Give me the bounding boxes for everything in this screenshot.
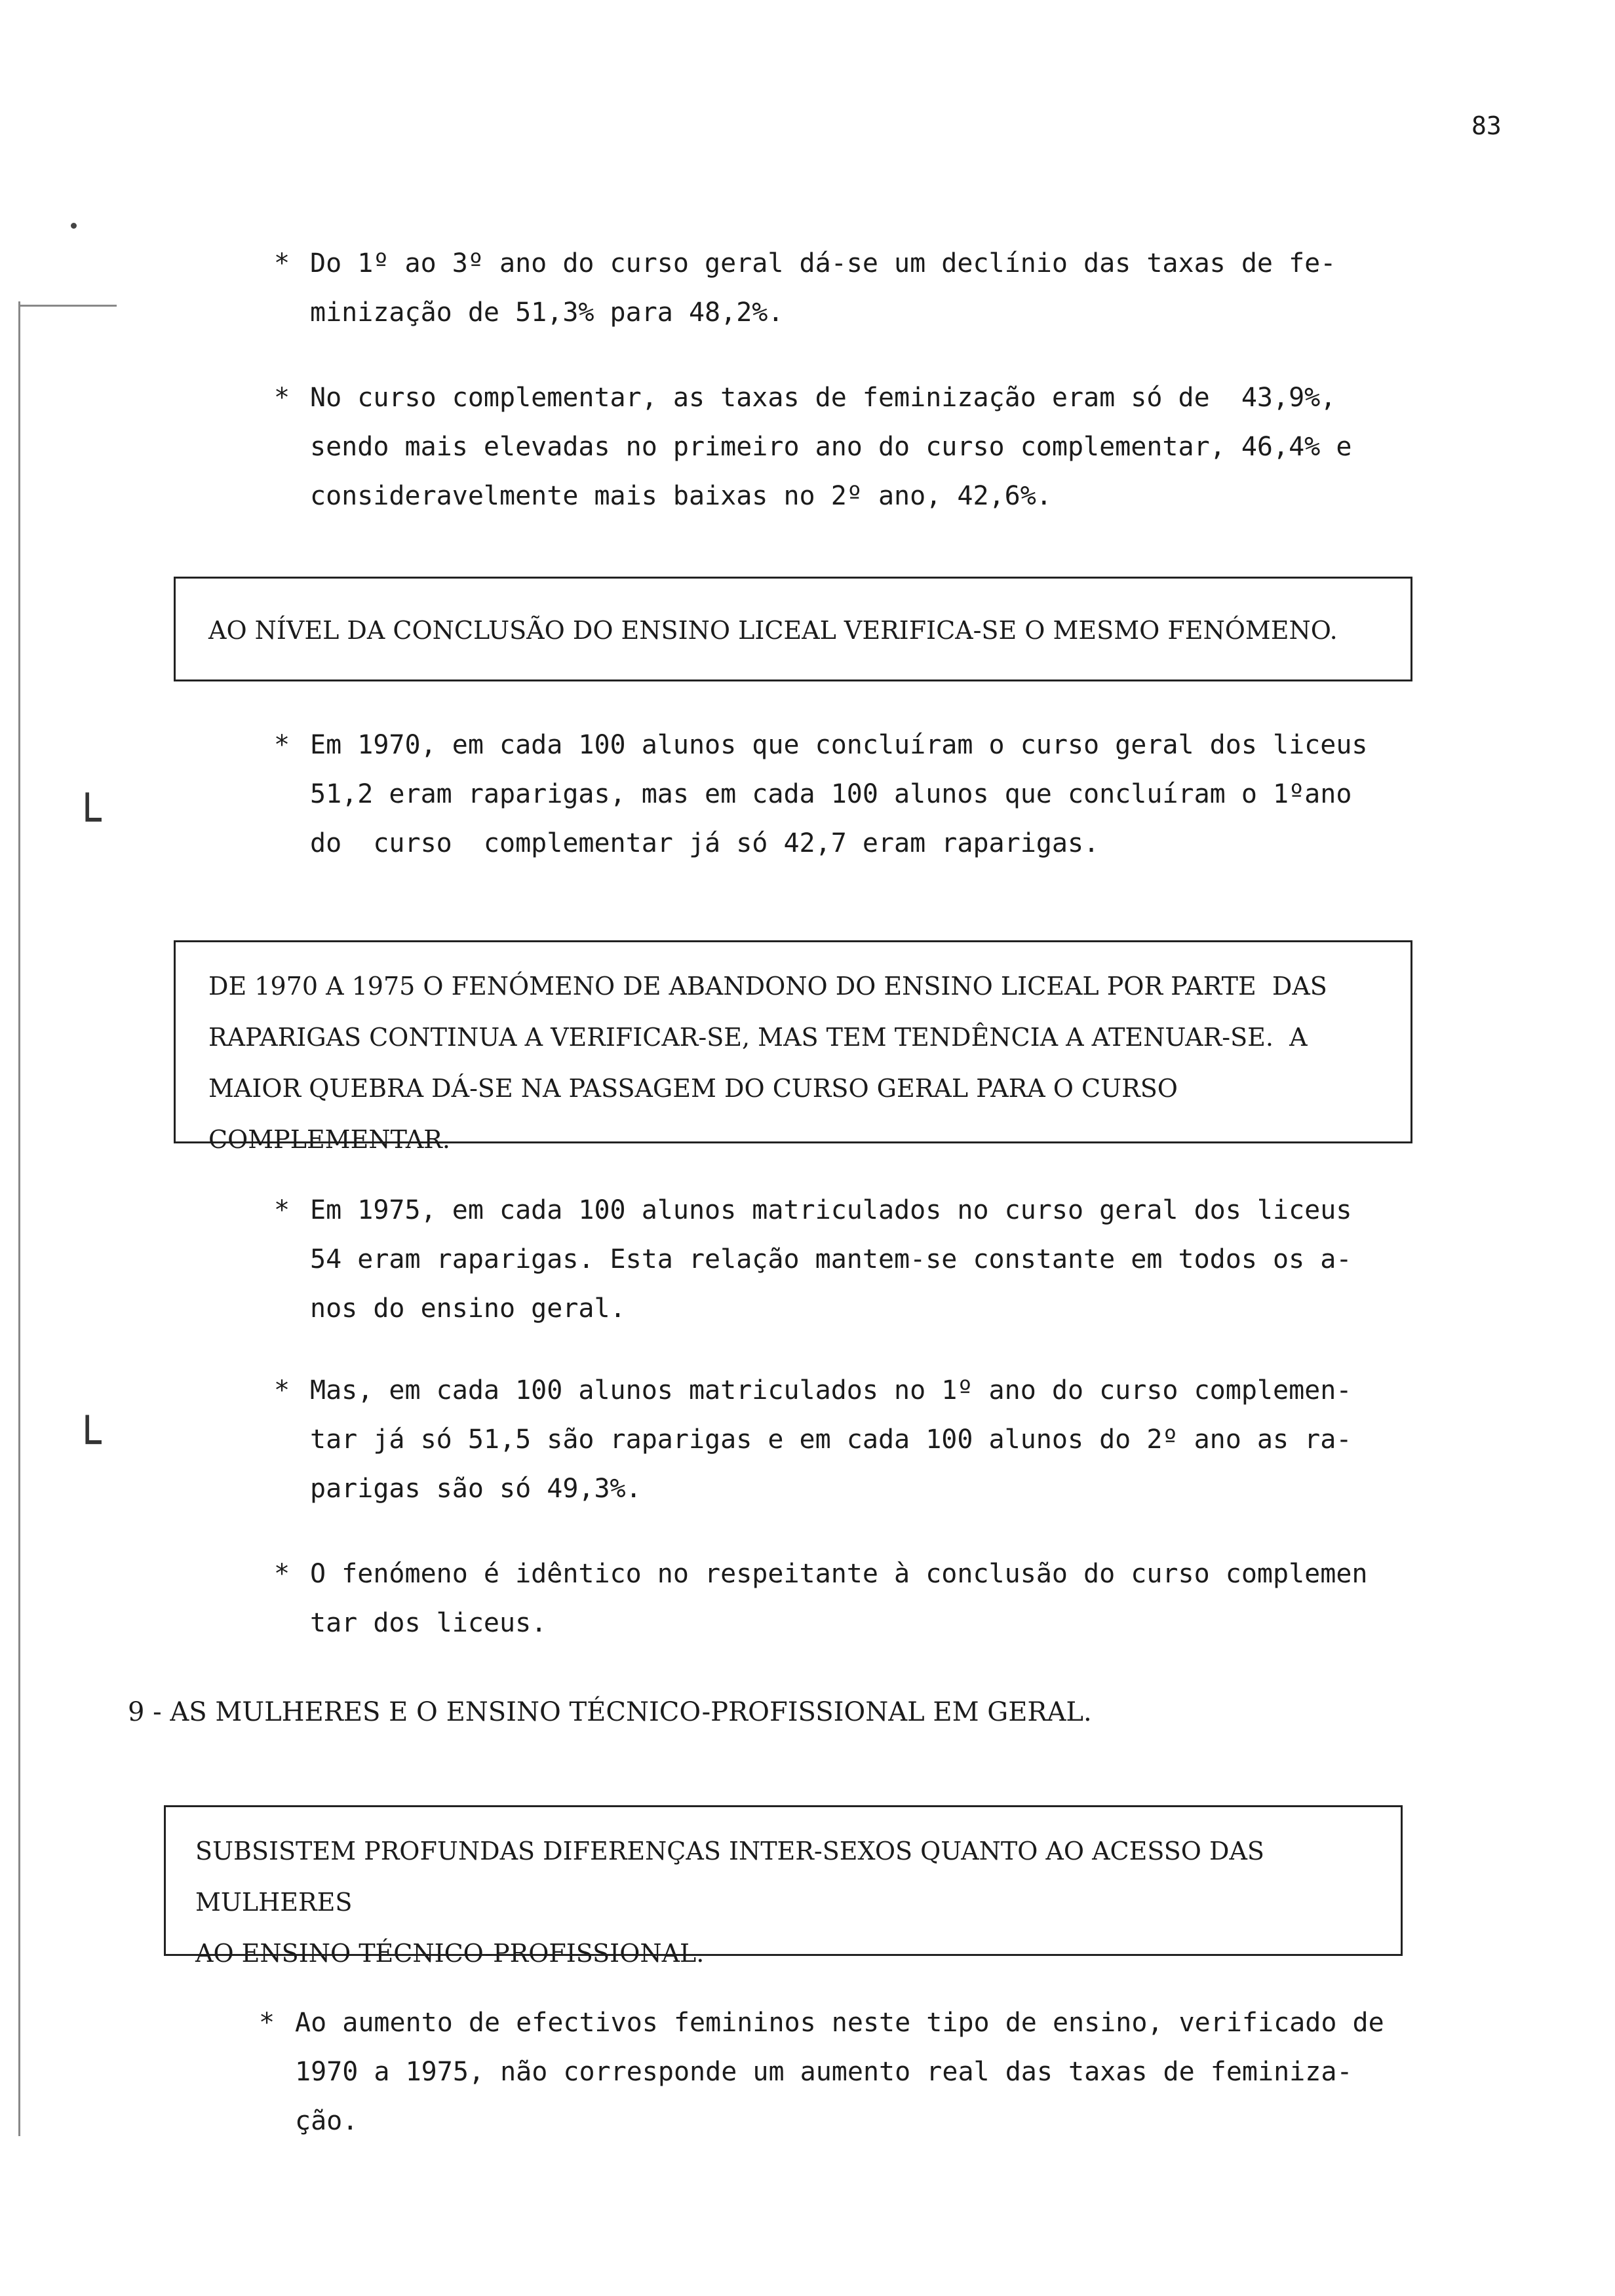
box-text-line: MAIOR QUEBRA DÁ-SE NA PASSAGEM DO CURSO GERAL PARA O CURSO COMPLEMENTAR. (208, 1074, 1186, 1154)
text-line: Em 1970, em cada 100 alunos que concluíram o curso geral dos liceus (310, 730, 1368, 760)
text-line: Do 1º ao 3º ano do curso geral dá-se um declínio das taxas de fe- (310, 248, 1336, 278)
text-line: 51,2 eram raparigas, mas em cada 100 alunos que concluíram o 1ºano (310, 779, 1352, 809)
text-line: Mas, em cada 100 alunos matriculados no 1º ano do curso complemen- (310, 1375, 1352, 1406)
box-text-line: SUBSISTEM PROFUNDAS DIFERENÇAS INTER-SEXOS QUANTO AO ACESSO DAS MULHERES (195, 1837, 1273, 1917)
box-text-line: RAPARIGAS CONTINUA A VERIFICAR-SE, MAS TEM TENDÊNCIA A ATENUAR-SE. A (208, 1023, 1308, 1052)
text-line: tar já só 51,5 são raparigas e em cada 100 alunos do 2º ano as ra- (310, 1425, 1352, 1455)
page-number: 83 (1471, 111, 1502, 140)
bullet-marker: * (274, 383, 290, 413)
text-line: O fenómeno é idêntico no respeitante à conclusão do curso complemen (310, 1559, 1368, 1589)
bullet-marker: * (274, 1375, 290, 1406)
margin-bracket-mark: └ (73, 793, 102, 847)
bullet-point (274, 1550, 1480, 1648)
bullet-point (274, 1186, 1480, 1333)
text-line: 1970 a 1975, não corresponde um aumento real das taxas de feminiza- (295, 2057, 1353, 2087)
bullet-marker: * (259, 2008, 275, 2038)
bullet-point (274, 1366, 1480, 1514)
box-text-line: AO ENSINO TÉCNICO-PROFISSIONAL. (195, 1939, 705, 1968)
text-line: No curso complementar, as taxas de feminização eram só de 43,9%, (310, 383, 1336, 413)
left-margin-line (18, 301, 20, 2136)
margin-bracket-mark: └ (73, 1415, 102, 1469)
text-line: ção. (295, 2106, 359, 2136)
bullet-point (259, 1999, 1478, 2146)
text-line: minização de 51,3% para 48,2%. (310, 297, 784, 328)
bullet-point (274, 373, 1480, 521)
text-line: 54 eram raparigas. Esta relação mantem-se constante em todos os a- (310, 1244, 1352, 1274)
text-line: Ao aumento de efectivos femininos neste tipo de ensino, verificado de (295, 2008, 1384, 2038)
highlight-box (174, 577, 1412, 681)
bullet-marker: * (274, 248, 290, 278)
text-line: consideravelmente mais baixas no 2º ano, 42,6%. (310, 481, 1052, 511)
text-line: do curso complementar já só 42,7 eram raparigas. (310, 828, 1100, 858)
bullet-point (274, 721, 1480, 868)
bullet-marker: * (274, 1559, 290, 1589)
bullet-marker: * (274, 730, 290, 760)
text-line: tar dos liceus. (310, 1608, 547, 1638)
bullet-marker: * (274, 1195, 290, 1225)
text-line: Em 1975, em cada 100 alunos matriculados no curso geral dos liceus (310, 1195, 1352, 1225)
section-heading: 9 - AS MULHERES E O ENSINO TÉCNICO-PROFISSIONAL EM GERAL. (128, 1697, 1092, 1727)
highlight-box (164, 1805, 1403, 1968)
bullet-point (274, 239, 1480, 337)
text-line: nos do ensino geral. (310, 1293, 626, 1324)
top-margin-tick (18, 305, 117, 307)
text-line: sendo mais elevadas no primeiro ano do curso complementar, 46,4% e (310, 432, 1352, 462)
box-text-line: DE 1970 A 1975 O FENÓMENO DE ABANDONO DO ENSINO LICEAL POR PARTE DAS (208, 972, 1327, 1001)
scan-speck (71, 223, 77, 229)
box-text-line: AO NÍVEL DA CONCLUSÃO DO ENSINO LICEAL VERIFICA-SE O MESMO FENÓMENO. (208, 616, 1338, 645)
text-line: parigas são só 49,3%. (310, 1474, 642, 1504)
highlight-box (174, 940, 1412, 1154)
